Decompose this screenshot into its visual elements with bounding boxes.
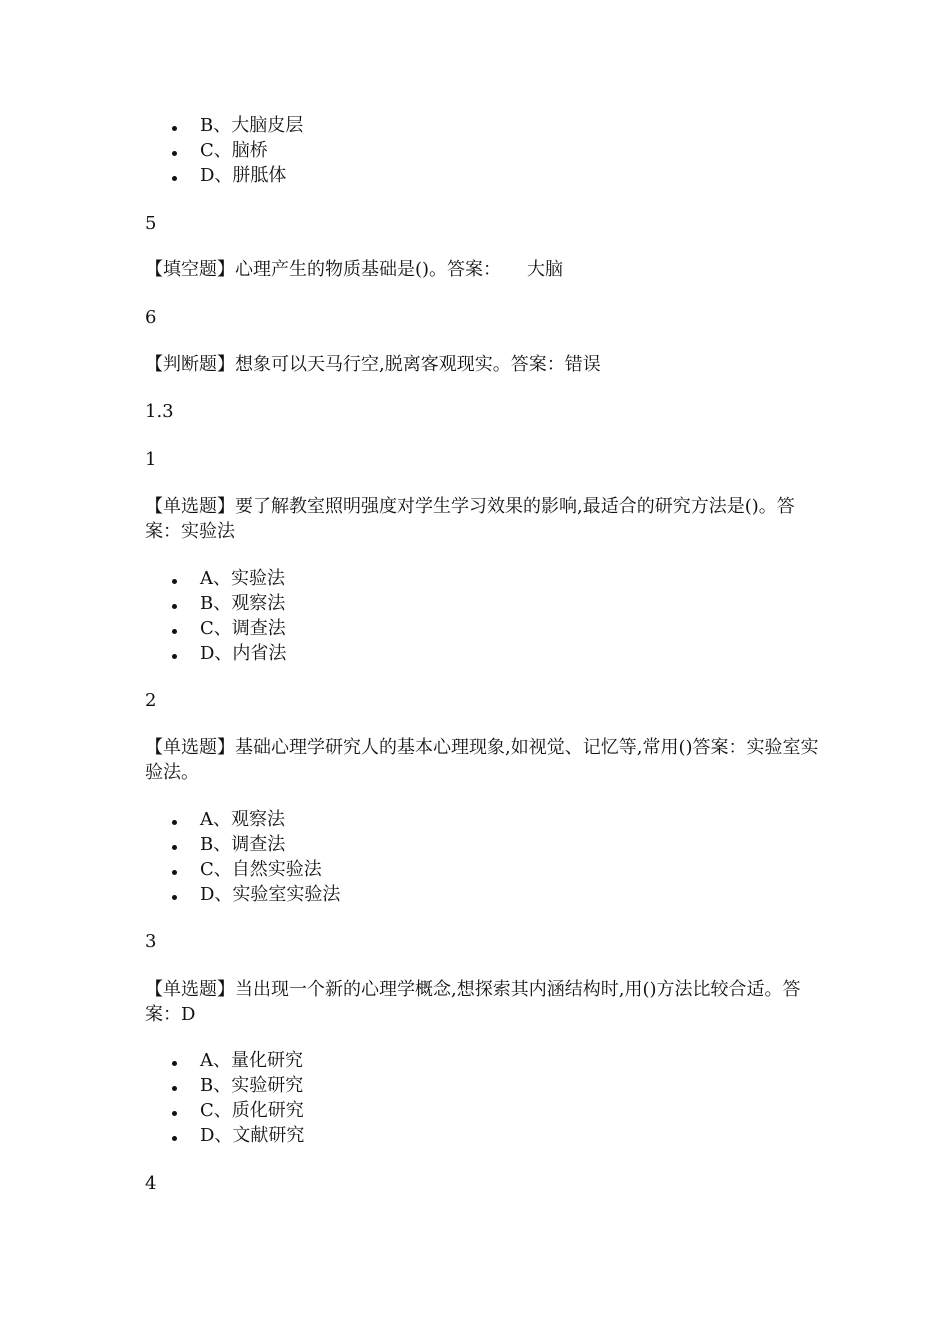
- section-number: 1.3: [145, 401, 174, 422]
- list-item: C、调查法: [172, 616, 286, 641]
- option-list: [172, 566, 286, 666]
- bullet-icon: [172, 604, 177, 609]
- option-list-top: [172, 113, 303, 188]
- bullet-icon: [172, 870, 177, 875]
- bullet-icon: [172, 820, 177, 825]
- bullet-icon: [172, 1061, 177, 1066]
- bullet-icon: [172, 176, 177, 181]
- bullet-icon: [172, 151, 177, 156]
- bullet-icon: [172, 126, 177, 131]
- question-number: 4: [145, 1173, 157, 1194]
- bullet-icon: [172, 1086, 177, 1091]
- list-item: D、胼胝体: [172, 163, 303, 188]
- question-text: [145, 257, 563, 282]
- list-item: C、质化研究: [172, 1098, 304, 1123]
- bullet-icon: [172, 1136, 177, 1141]
- list-item: B、观察法: [172, 591, 286, 616]
- question-number: 2: [145, 690, 157, 711]
- question-prompt: 【填空题】心理产生的物质基础是()。答案：: [145, 259, 502, 280]
- question-number: 6: [145, 307, 157, 328]
- list-item: D、文献研究: [172, 1123, 304, 1148]
- question-number: 3: [145, 931, 157, 952]
- question-text: 【单选题】基础心理学研究人的基本心理现象,如视觉、记忆等,常用()答案：实验室实验法。: [145, 737, 819, 783]
- bullet-icon: [172, 895, 177, 900]
- bullet-icon: [172, 579, 177, 584]
- question-text: 【单选题】当出现一个新的心理学概念,想探索其内涵结构时,用()方法比较合适。答案：D: [145, 979, 801, 1025]
- list-item: C、自然实验法: [172, 857, 340, 882]
- bullet-icon: [172, 1111, 177, 1116]
- question-number: 1: [145, 449, 157, 470]
- list-item: C、脑桥: [172, 138, 303, 163]
- bullet-icon: [172, 845, 177, 850]
- question-number: 5: [145, 213, 157, 234]
- list-item: B、调查法: [172, 832, 340, 857]
- list-item: A、实验法: [172, 566, 286, 591]
- list-item: A、量化研究: [172, 1048, 304, 1073]
- option-list: [172, 807, 340, 907]
- question-text: 【判断题】想象可以天马行空,脱离客观现实。答案：错误: [145, 354, 601, 375]
- list-item: D、内省法: [172, 641, 286, 666]
- bullet-icon: [172, 629, 177, 634]
- bullet-icon: [172, 654, 177, 659]
- list-item: D、实验室实验法: [172, 882, 340, 907]
- question-text: 【单选题】要了解教室照明强度对学生学习效果的影响,最适合的研究方法是()。答案：实验法: [145, 496, 795, 542]
- list-item: A、观察法: [172, 807, 340, 832]
- list-item: B、实验研究: [172, 1073, 304, 1098]
- list-item: B、大脑皮层: [172, 113, 303, 138]
- answer-value: 大脑: [527, 259, 564, 280]
- option-list: [172, 1048, 304, 1148]
